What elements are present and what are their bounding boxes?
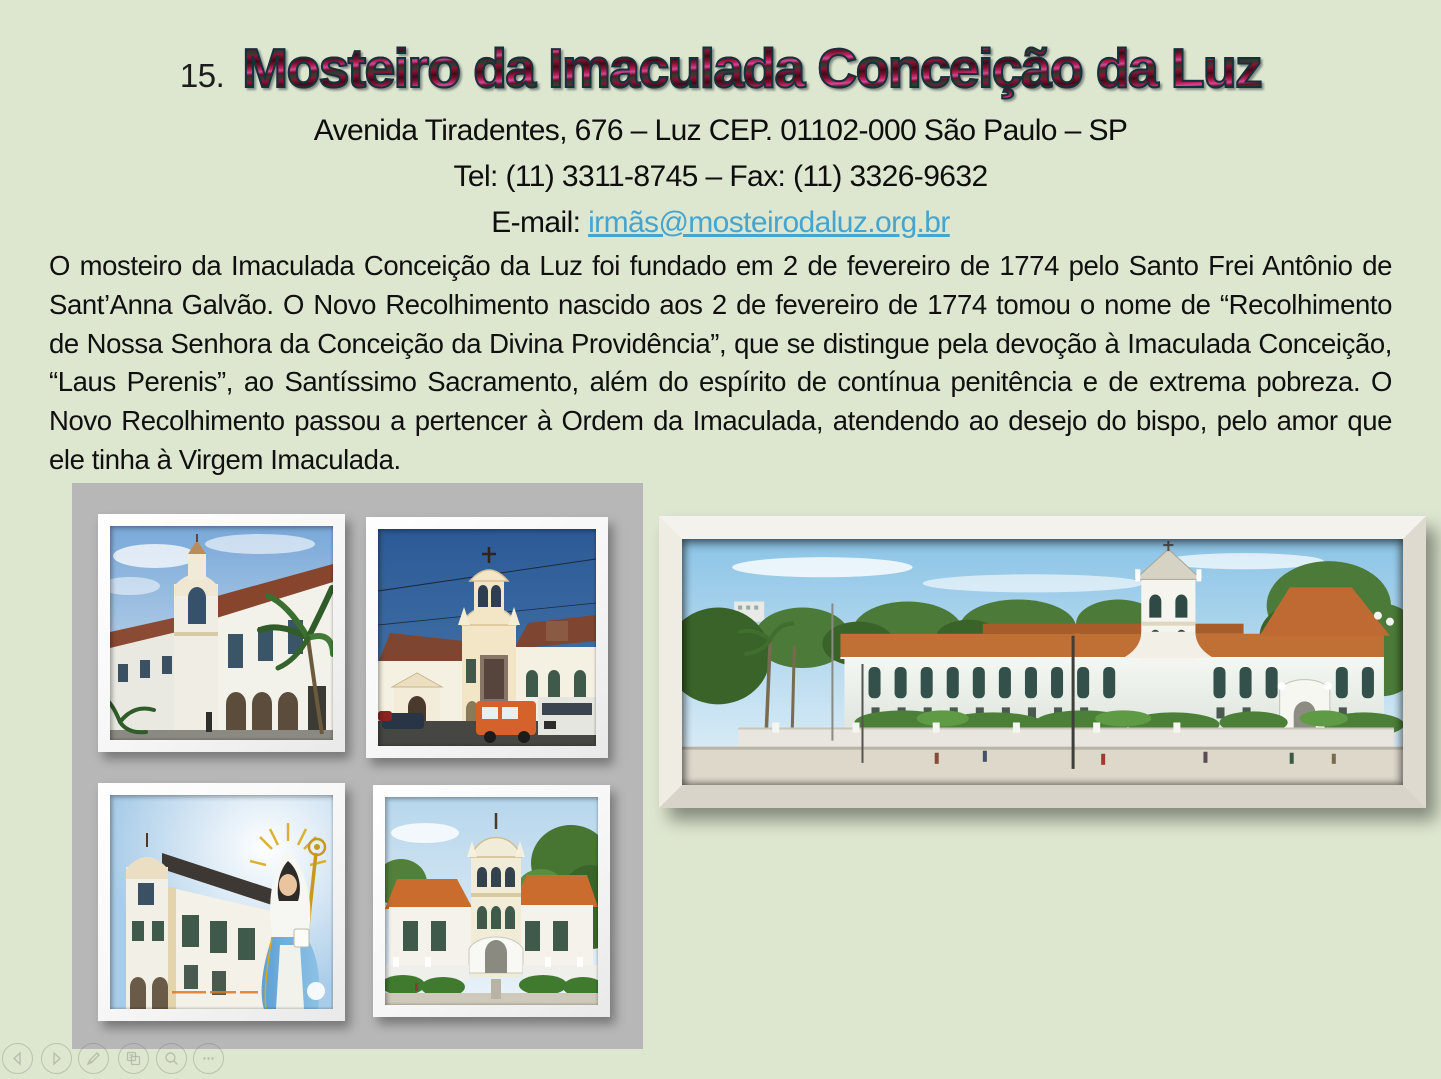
- title-row: [0, 36, 1441, 100]
- monastery-front-gate-image: [385, 797, 598, 1005]
- photo-frame: [373, 785, 610, 1017]
- address-line: Avenida Tiradentes, 676 – Luz CEP. 01102-000 São Paulo – SP: [313, 114, 1128, 147]
- photo-collage-panel: [72, 483, 643, 1049]
- arrow-left-icon: [9, 1050, 26, 1067]
- magnifier-icon: [163, 1050, 180, 1067]
- email-label: E-mail:: [491, 206, 589, 239]
- email-line: [0, 200, 1441, 246]
- arrow-right-icon: [48, 1050, 65, 1067]
- slides-icon: [125, 1050, 142, 1067]
- next-slide-button[interactable]: [41, 1043, 72, 1074]
- monastery-side-view-photo: [110, 526, 333, 740]
- photo-frame: [98, 514, 345, 752]
- monastery-facade-street-image: [378, 529, 596, 746]
- body-paragraph: O mosteiro da Imaculada Conceição da Luz foi fundado em 2 de fevereiro de 1774 pelo Santo Frei Antônio de Sant’Anna Galvão. O Novo Recolhimento nascido aos 2 de fevereiro de 1774 tomou o nome de “Recolhimento de Nossa Senhora da Conceição da Divina Providência”, que se distingue pela devoção à Imaculada Conceição, “Laus Perenis”, ao Santíssimo Sacramento, além do espírito de contínua penitência e de extrema pobreza. O Novo Recolhimento passou a pertencer à Ordem da Imaculada, atendendo ao desejo do bispo, pelo amor que ele tinha à Virgem Imaculada.: [49, 250, 1392, 475]
- email-link[interactable]: irmãs@mosteirodaluz.org.br: [588, 206, 950, 239]
- monastery-front-gate-photo: [385, 797, 598, 1005]
- photo-frame: [366, 517, 608, 758]
- page-title: Mosteiro da Imaculada Conceição da Luz: [242, 37, 1262, 99]
- all-slides-button[interactable]: [118, 1043, 149, 1074]
- pen-icon: [85, 1050, 102, 1067]
- slide-number: 15.: [179, 57, 225, 94]
- monastery-virgin-statue-image: [110, 795, 333, 1009]
- more-options-button[interactable]: [193, 1043, 224, 1074]
- ellipsis-icon: [200, 1050, 217, 1067]
- pen-tools-button[interactable]: [78, 1043, 109, 1074]
- contact-block: [0, 108, 1441, 246]
- panorama-frame: [659, 516, 1426, 808]
- monastery-side-view-image: [110, 526, 333, 740]
- monastery-panorama-photo: [682, 539, 1403, 785]
- monastery-virgin-statue-photo: [110, 795, 333, 1009]
- previous-slide-button[interactable]: [2, 1043, 33, 1074]
- phone-fax-line: Tel: (11) 3311-8745 – Fax: (11) 3326-9632: [453, 160, 988, 193]
- zoom-button[interactable]: [156, 1043, 187, 1074]
- monastery-facade-street-photo: [378, 529, 596, 746]
- photo-frame: [98, 783, 345, 1021]
- monastery-panorama-image: [682, 539, 1403, 785]
